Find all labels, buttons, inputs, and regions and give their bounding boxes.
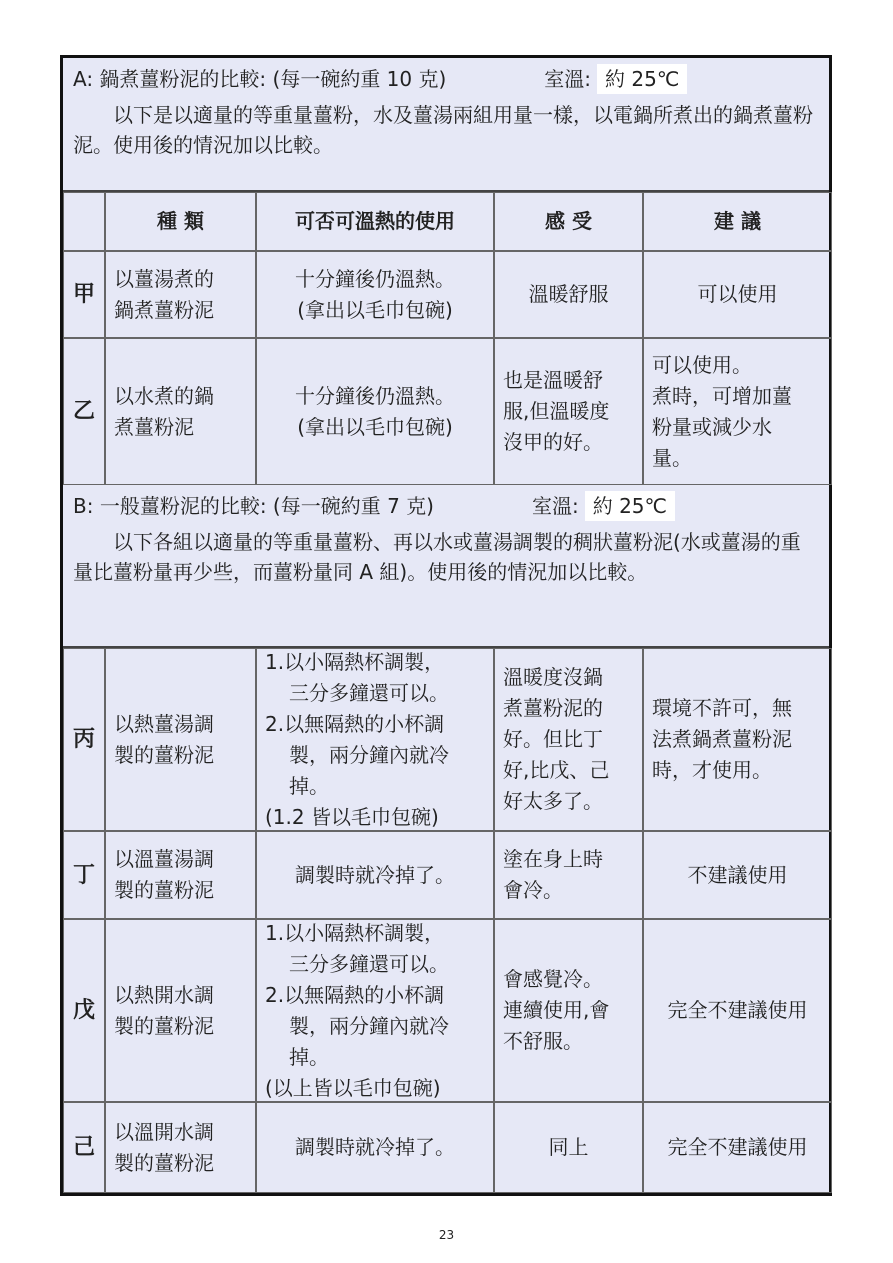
type-cell xyxy=(105,831,256,919)
advice-cell xyxy=(643,251,832,338)
cell-line: 煮薑粉泥 xyxy=(114,414,194,439)
feel-cell xyxy=(494,919,643,1102)
page-number: 23 xyxy=(438,1228,455,1242)
cell-line: 以熱薑湯調 xyxy=(114,711,214,736)
header-blank xyxy=(63,192,105,251)
cell-line: (拿出以毛巾包碗) xyxy=(297,414,453,439)
cell-line: 服,但溫暖度 xyxy=(503,399,610,423)
section-b-intro: 以下各組以適量的等重量薑粉、再以水或薑湯調製的稠狀薑粉泥(水或薑湯的重量比薑粉量再少些，而薑粉量同 A 組)。使用後的情況加以比較。 xyxy=(73,530,801,584)
cell-line: 好,比戊、己 xyxy=(503,758,610,782)
cell-line: (拿出以毛巾包碗) xyxy=(297,297,453,322)
document-table xyxy=(60,55,832,1196)
type-cell xyxy=(105,1102,256,1193)
cell-line: 調製時就冷掉了。 xyxy=(295,1135,455,1159)
cell-line: 粉量或減少水 xyxy=(652,414,772,439)
cell-line: 2.以無隔熱的小杯調 xyxy=(265,982,445,1007)
cell-line: 好太多了。 xyxy=(503,789,603,813)
temp-label: 室溫: xyxy=(531,494,579,518)
row-label: 甲 xyxy=(63,251,105,338)
column-header: 種 類 xyxy=(105,192,256,251)
type-cell xyxy=(105,251,256,338)
cell-line: 環境不許可，無 xyxy=(652,696,792,720)
cell-line: 鍋煮薑粉泥 xyxy=(114,297,214,322)
cell-line: 掉。 xyxy=(289,1044,329,1069)
cell-line: 1.以小隔熱杯調製， xyxy=(265,649,445,674)
cell-line: 不建議使用 xyxy=(687,862,788,887)
type-cell xyxy=(105,648,256,831)
warm-cell xyxy=(256,1102,494,1193)
cell-line: 可以使用 xyxy=(697,282,778,306)
cell-line: 同上 xyxy=(548,1135,589,1159)
feel-cell xyxy=(494,251,643,338)
cell-line: 2.以無隔熱的小杯調 xyxy=(265,711,445,736)
feel-cell xyxy=(494,1102,643,1193)
feel-cell xyxy=(494,338,643,485)
cell-line: 連續使用,會 xyxy=(503,998,610,1022)
cell-line: (1.2 皆以毛巾包碗) xyxy=(265,804,439,829)
column-header: 可否可溫熱的使用 xyxy=(256,192,494,251)
cell-line: 製，兩分鐘內就冷 xyxy=(289,742,449,767)
row-label: 乙 xyxy=(63,338,105,485)
cell-line: 以薑湯煮的 xyxy=(114,266,214,291)
cell-line: 不舒服。 xyxy=(503,1029,583,1053)
temp-label: 室溫: xyxy=(544,67,592,91)
warm-cell xyxy=(256,648,494,831)
warm-cell xyxy=(256,251,494,338)
cell-line: 製的薑粉泥 xyxy=(114,878,214,902)
advice-cell xyxy=(643,648,832,831)
section-a-title: A: 鍋煮薑粉泥的比較: (每一碗約重 10 克) xyxy=(73,67,447,91)
cell-line: 法煮鍋煮薑粉泥 xyxy=(652,727,792,751)
cell-line: 完全不建議使用 xyxy=(667,998,808,1022)
warm-cell xyxy=(256,919,494,1102)
cell-line: 會冷。 xyxy=(503,878,563,902)
row-label: 己 xyxy=(63,1102,105,1193)
advice-cell xyxy=(643,1102,832,1193)
type-cell xyxy=(105,338,256,485)
column-header: 感 受 xyxy=(494,192,643,251)
cell-line: 製的薑粉泥 xyxy=(114,1013,214,1038)
row-label: 丁 xyxy=(63,831,105,919)
cell-line: 沒甲的好。 xyxy=(503,430,603,454)
cell-line: 以熱開水調 xyxy=(114,982,214,1007)
row-label: 戊 xyxy=(63,919,105,1102)
cell-line: 完全不建議使用 xyxy=(667,1135,808,1159)
feel-cell xyxy=(494,648,643,831)
cell-line: 好。但比丁 xyxy=(503,727,603,751)
cell-line: 煮薑粉泥的 xyxy=(503,696,603,720)
advice-cell xyxy=(643,831,832,919)
cell-line: 溫暖舒服 xyxy=(528,282,609,306)
cell-line: 三分多鐘還可以。 xyxy=(289,680,449,705)
section-b-title: B: 一般薑粉泥的比較: (每一碗約重 7 克) xyxy=(73,494,434,518)
cell-line: 會感覺冷。 xyxy=(503,967,603,991)
warm-cell xyxy=(256,831,494,919)
cell-line: 十分鐘後仍溫熱。 xyxy=(295,383,455,408)
section-a-header xyxy=(63,58,829,192)
cell-line: 十分鐘後仍溫熱。 xyxy=(295,266,455,291)
cell-line: 製的薑粉泥 xyxy=(114,1150,214,1175)
cell-line: 1.以小隔熱杯調製， xyxy=(265,920,445,945)
cell-line: 調製時就冷掉了。 xyxy=(295,862,455,887)
cell-line: 以溫開水調 xyxy=(114,1119,214,1144)
cell-line: 製，兩分鐘內就冷 xyxy=(289,1013,449,1038)
type-cell xyxy=(105,919,256,1102)
advice-cell xyxy=(643,919,832,1102)
cell-line: 溫暖度沒鍋 xyxy=(503,665,603,689)
row-label: 丙 xyxy=(63,648,105,831)
cell-line: 時，才使用。 xyxy=(652,758,772,782)
cell-line: 也是溫暖舒 xyxy=(503,368,603,392)
temp-value: 約 25℃ xyxy=(585,491,675,521)
cell-line: 三分多鐘還可以。 xyxy=(289,951,449,976)
cell-line: 掉。 xyxy=(289,773,329,798)
section-a-intro: 以下是以適量的等重量薑粉，水及薑湯兩組用量一樣，以電鍋所煮出的鍋煮薑粉泥。使用後的情況加以比較。 xyxy=(73,103,813,157)
cell-line: 製的薑粉泥 xyxy=(114,742,214,767)
cell-line: 煮時，可增加薑 xyxy=(652,383,792,408)
column-header: 建 議 xyxy=(643,192,832,251)
cell-line: 以溫薑湯調 xyxy=(114,847,214,871)
cell-line: 可以使用。 xyxy=(652,352,752,377)
feel-cell xyxy=(494,831,643,919)
cell-line: (以上皆以毛巾包碗) xyxy=(265,1075,441,1100)
section-b-header xyxy=(63,485,829,648)
temp-value: 約 25℃ xyxy=(597,64,687,94)
cell-line: 量。 xyxy=(652,445,692,470)
cell-line: 以水煮的鍋 xyxy=(114,383,214,408)
warm-cell xyxy=(256,338,494,485)
advice-cell xyxy=(643,338,832,485)
cell-line: 塗在身上時 xyxy=(503,847,603,871)
